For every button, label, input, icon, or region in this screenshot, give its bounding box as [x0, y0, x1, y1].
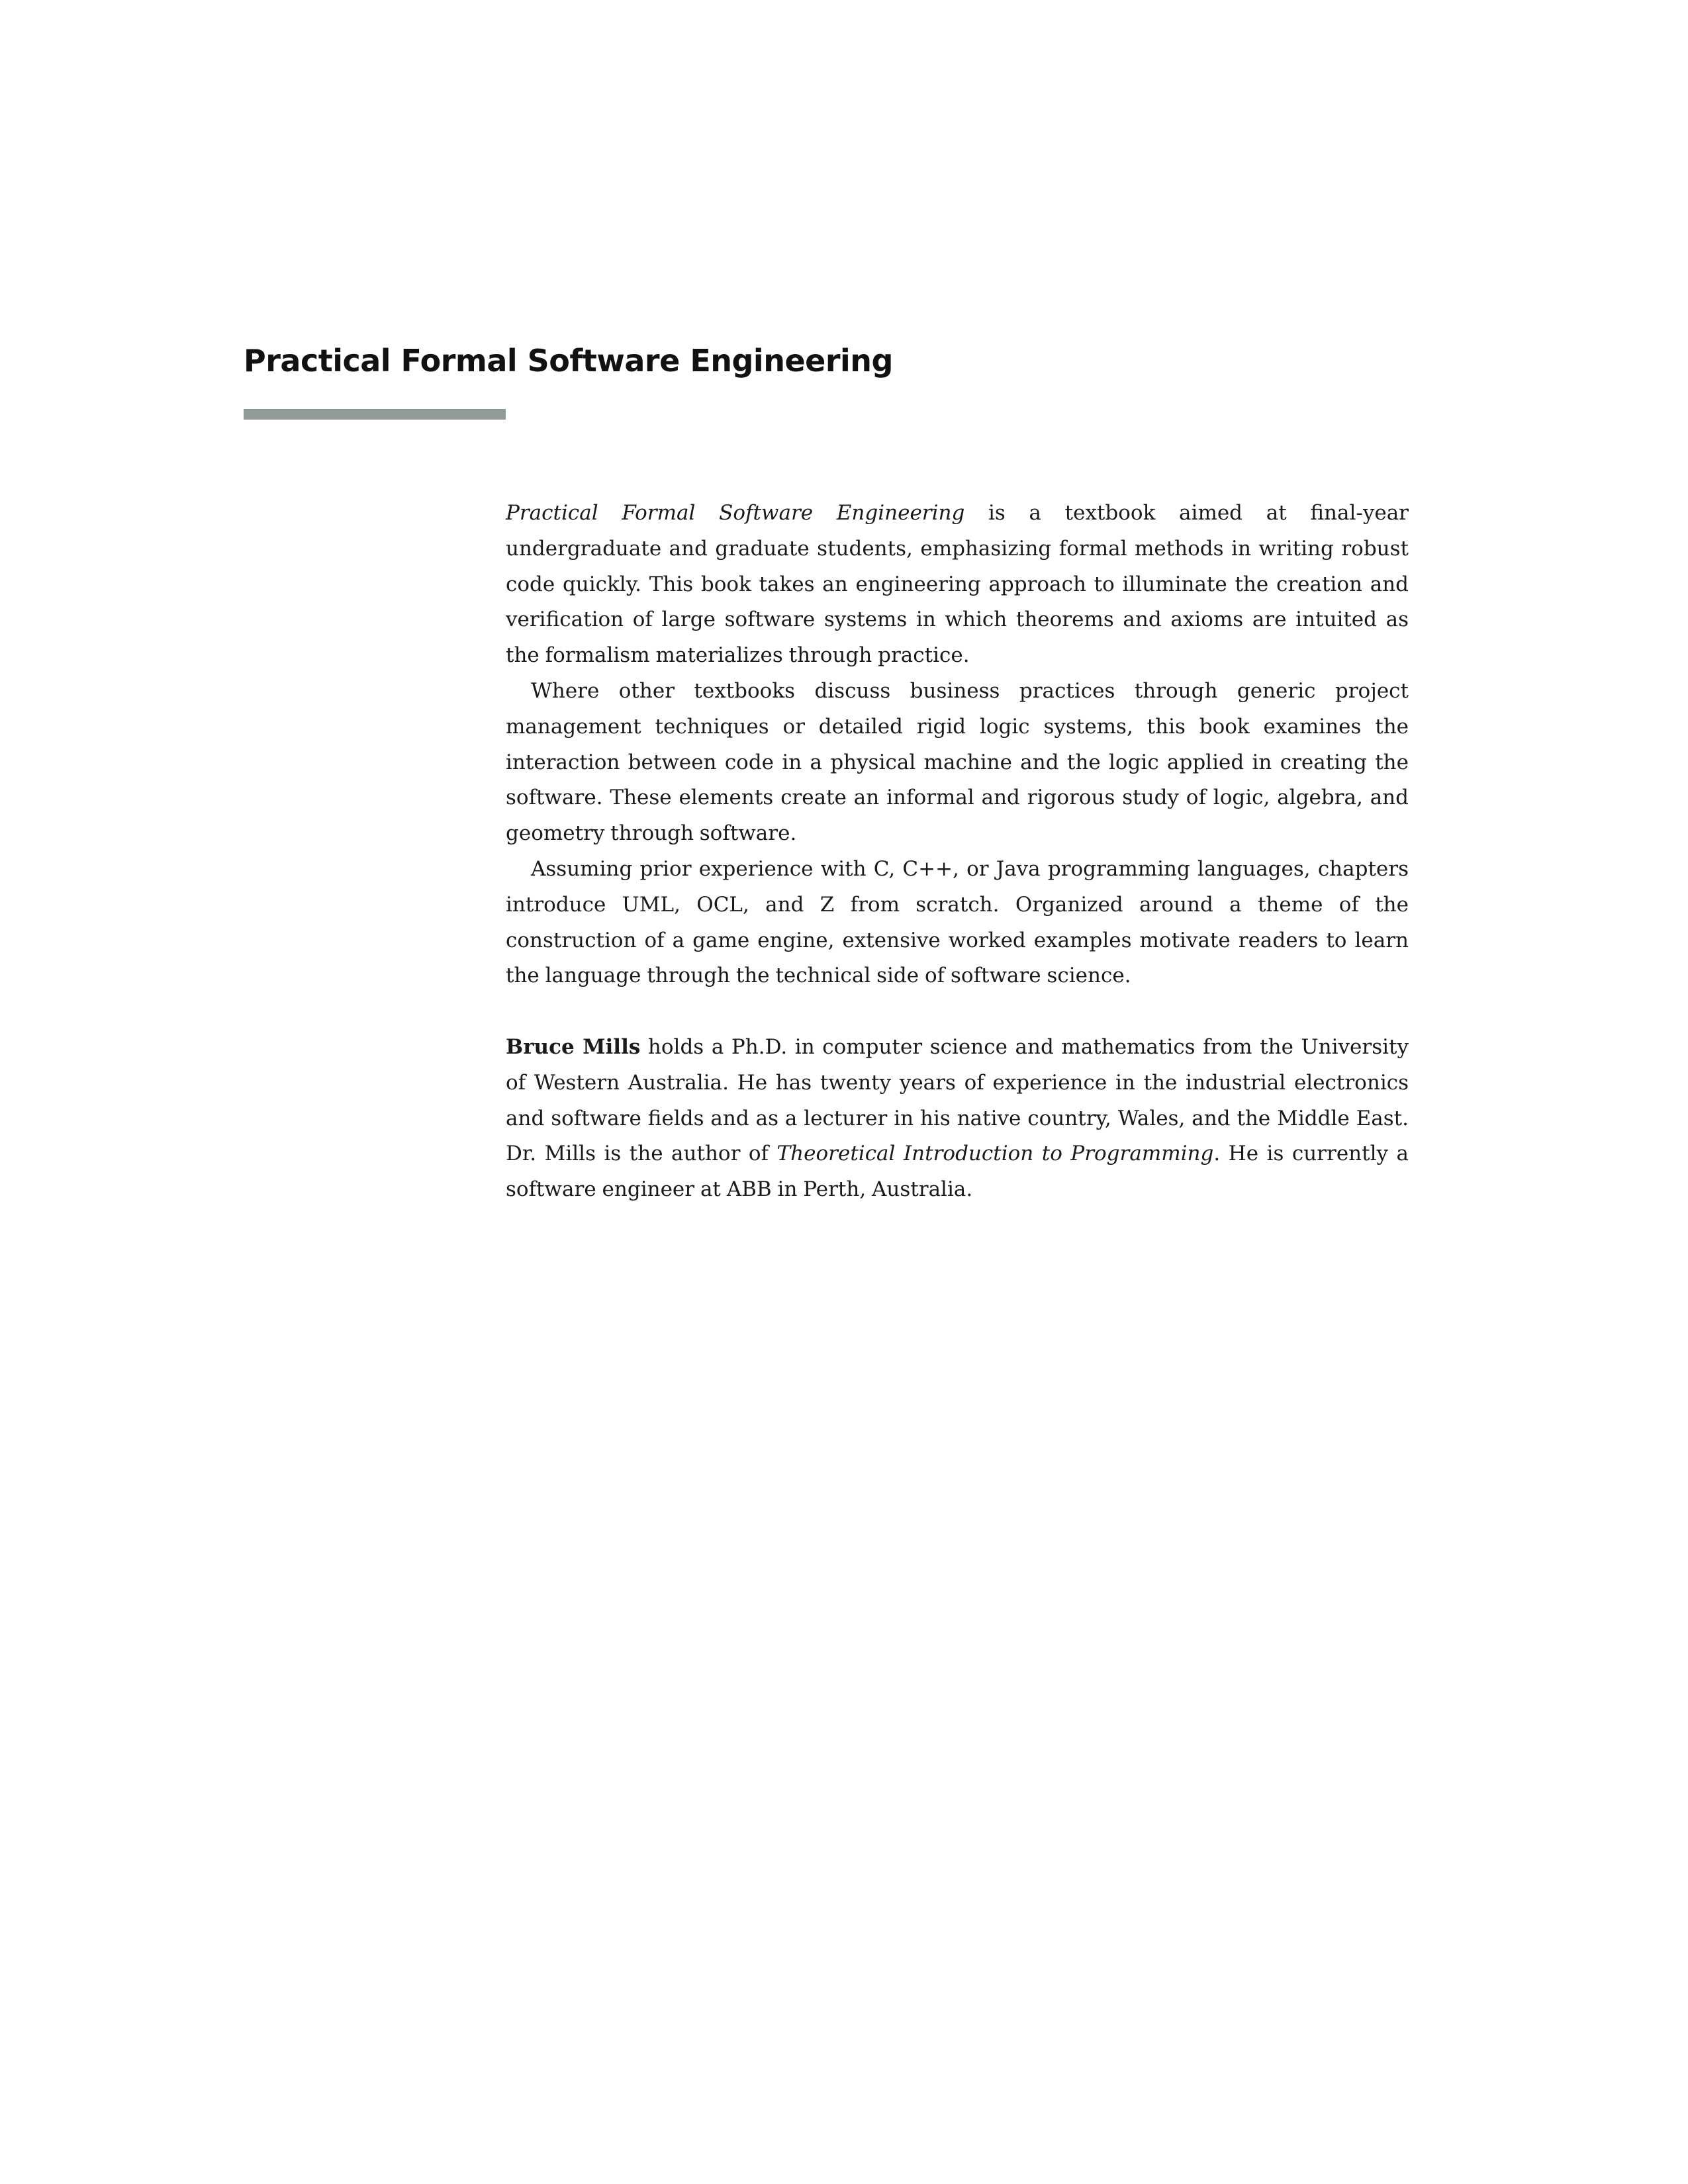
description-paragraph-3: Assuming prior experience with C, C++, or Java programming languages, chapters introduce UML, OCL, and Z from scratch. Organized around a theme of the construction of a game engine, extensive worked examples motivate readers to learn the language through the technical side of software science.	[506, 856, 1409, 988]
book-description	[506, 496, 1409, 1208]
author-bio-text-2: . He is currently a software engineer at ABB in Perth, Australia.	[506, 1142, 1409, 1202]
description-paragraph-1-text: is a textbook aimed at final-year undergraduate and graduate students, emphasizing formal methods in writing robust code quickly. This book takes an engineering approach to illuminate the creation and verification of large software systems in which theorems and axioms are intuited as the formalism materializes through practice.	[506, 501, 1409, 668]
author-bio-text-1: holds a Ph.D. in computer science and mathematics from the University of Western Australia. He has twenty years of experience in the industrial electronics and software fields and as a lecturer in his native country, Wales, and the Middle East. Dr. Mills is the author of	[506, 1034, 1409, 1166]
title-rule	[244, 409, 506, 420]
author-other-book: Theoretical Introduction to Programming	[776, 1142, 1214, 1166]
book-title-italic: Practical Formal Software Engineering	[506, 501, 965, 525]
description-paragraph-1	[506, 496, 1409, 674]
author-name: Bruce Mills	[506, 1034, 641, 1059]
description-paragraph-2: Where other textbooks discuss business practices through generic project management techniques or detailed rigid logic systems, this book examines the interaction between code in a physical machine and the logic applied in creating the software. These elements create an informal and rigorous study of logic, algebra, and geometry through software.	[506, 678, 1409, 846]
page-title: Practical Formal Software Engineering	[244, 343, 893, 379]
author-bio	[506, 1030, 1409, 1208]
